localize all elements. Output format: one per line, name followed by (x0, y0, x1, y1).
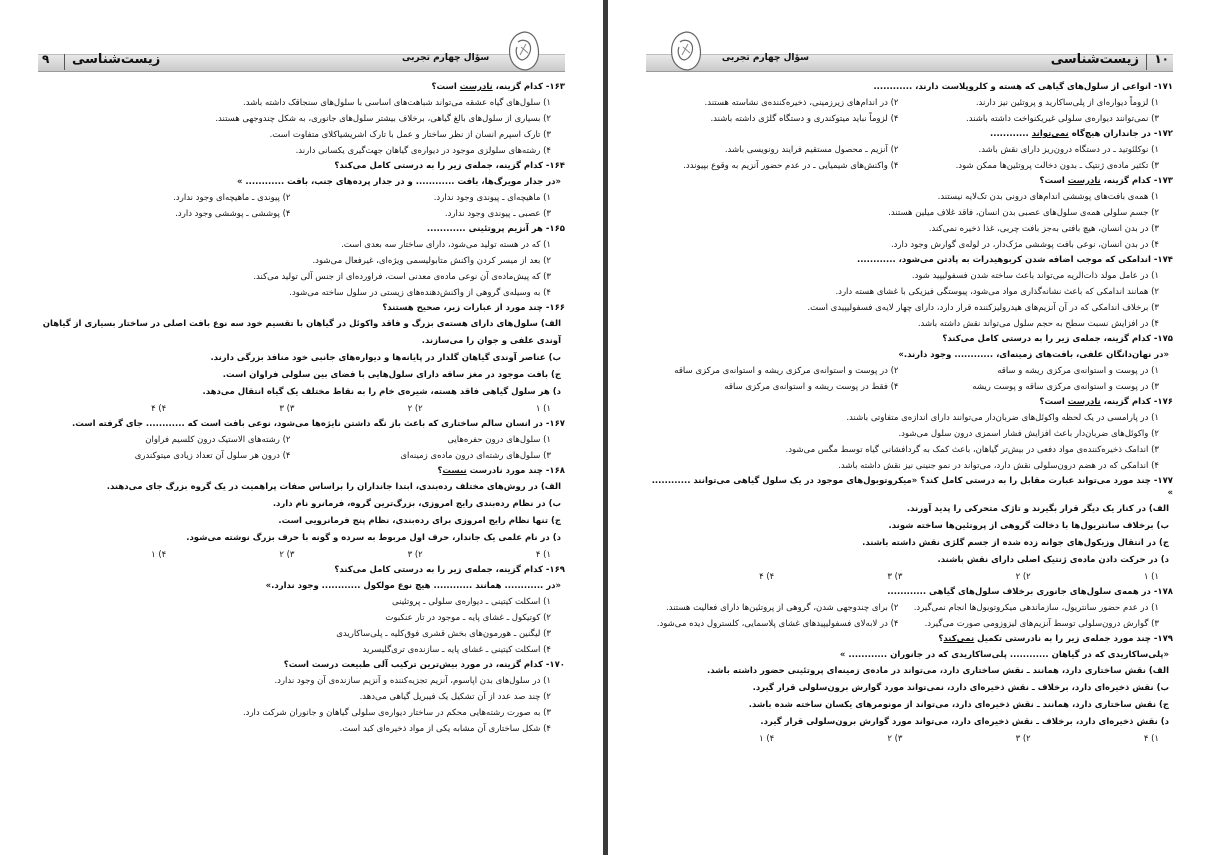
answer-option: ۳) اندامک ذخیره‌کننده‌ی مواد دفعی در بیش‌تر گیاهان، باعث کمک به گردافشانی گیاه توسط مگس می‌شود. (785, 445, 1159, 455)
statement: ب) نقش ذخیره‌ای دارد، برخلاف ـ نقش ذخیره‌ای دارد، نمی‌تواند مورد گوارش برون‌سلولی قرار گیرد. (752, 683, 1169, 693)
publisher-logo-icon (506, 30, 542, 72)
question-number: ۱۷۷ (1157, 476, 1173, 486)
statement: ب) عناصر آوندی گیاهان گلدار در پایانه‌ها و دیواره‌های جانبی خود منافذ بزرگی دارند. (210, 353, 561, 363)
answer-option: ۲) بعد از میسر کردن واکنش متابولیسمی ویژه‌ای، غیرفعال می‌شود. (312, 256, 551, 266)
question (646, 396, 1173, 474)
right-page (608, 0, 1211, 855)
answer-option: ۱) لزوماً دیواره‌ای از پلی‌ساکارید و پروتئین نیز دارند. (975, 98, 1159, 108)
answer-option: ۲) آنزیم ـ محصول مستقیم فرایند رونویسی باشد. (724, 145, 899, 155)
answer-option: ۲) چند صد عدد از آن تشکیل یک فیبریل گیاهی می‌دهد. (359, 692, 551, 702)
question-number: ۱۶۳ (549, 82, 565, 92)
left-page (0, 0, 603, 855)
question-number: ۱۷۶ (1157, 397, 1173, 407)
answer-option: ۱) که در هسته تولید می‌شود، دارای ساختار سه بعدی است. (341, 240, 551, 250)
answer-option: ۱) در عامل مولد ذات‌الریه می‌تواند باعث ساخته شدن فسفولیپید شود. (911, 271, 1159, 281)
question-text: کدام گزینه، (1100, 397, 1151, 407)
statement: ج) نقش ساختاری دارد، همانند ـ نقش ذخیره‌ای دارد، می‌تواند از مونومرهای یکسان ساخته شده باشد. (748, 700, 1169, 710)
statement: د) نقش ذخیره‌ای دارد، برخلاف ـ نقش ذخیره‌ای دارد، می‌تواند مورد گوارش برون‌سلولی قرار گیرد. (760, 717, 1169, 727)
question (646, 175, 1173, 253)
answer-option: ۲) در اندام‌های زیرزمینی، ذخیره‌کننده‌ی نشاسته هستند. (704, 98, 899, 108)
answer-option: ۳) گوارش درون‌سلولی توسط آنزیم‌های لیزوزومی صورت می‌گیرد. (924, 619, 1159, 629)
answer-option: ۴) پوششی ـ پوششی وجود دارد. (175, 209, 291, 219)
question-text-end: ............ (990, 129, 1032, 139)
question-number: ۱۶۷ (549, 419, 565, 429)
question-text-end: ؟ (938, 634, 944, 644)
statement: د) هر سلول گیاهی فاقد هسته، شیره‌ی خام را به نقاط مختلف یک گیاه انتقال می‌دهد. (202, 387, 561, 397)
answer-options (38, 401, 551, 417)
question-text: کدام گزینه، (1100, 176, 1151, 186)
statement: ج) در انتقال وزیکول‌های جوانه زده شده از جسم گلژی نقش داشته باشند. (862, 538, 1169, 548)
question-text: کدام گزینه، در مورد بیش‌ترین ترکیب آلی طبیعت درست است؟ (283, 660, 543, 670)
question-stem: ۱۷۹- چند مورد جمله‌ی زیر را به نادرستی تکمیل نمی‌کند؟ (938, 634, 1173, 644)
question-number: ۱۶۸ (549, 466, 565, 476)
answer-options (38, 547, 551, 563)
question-text: چند مورد نادرست (466, 466, 543, 476)
answer-option: ۳) تکثیر ماده‌ی ژنتیک ـ بدون دخالت پروتئین‌ها ممکن شود. (955, 161, 1159, 171)
question-stem: ۱۶۶- چند مورد از عبارات زیر، صحیح هستند؟ (382, 303, 565, 313)
series-title: سؤال چهارم تجربی (402, 53, 490, 63)
question (38, 302, 565, 417)
question-quote: «در جدار مویرگ‌ها، بافت ............ و در جدار پرده‌های جنب، بافت ............ » (236, 177, 561, 187)
answer-option: ۳) نمی‌توانند دیواره‌ی سلولی غیریکنواخت داشته باشند. (966, 114, 1159, 124)
answer-option: ۳) ۲ (279, 550, 295, 560)
answer-options (646, 569, 1159, 585)
header-separator (1146, 54, 1147, 70)
question-text: چند مورد از عبارات زیر، صحیح هستند؟ (382, 303, 543, 313)
question-number: ۱۷۹ (1157, 634, 1173, 644)
question-text: کدام گزینه، (492, 82, 543, 92)
page-header (38, 44, 565, 78)
answer-option: ۱) سلول‌های گیاه عشقه می‌تواند شباهت‌های اساسی با سلول‌های سنجاقک داشته باشد. (243, 98, 551, 108)
question-text: اندامکی که موجب اضافه شدن کربوهیدرات به پادتن می‌شود، ............ (856, 255, 1151, 265)
answer-option: ۴) به وسیله‌ی گروهی از واکنش‌دهنده‌های زیستی در سلول ساخته می‌شود. (289, 288, 551, 298)
answer-option: ۳) که پیش‌ماده‌ی آن نوعی ماده‌ی معدنی است، فراورده‌ای از جنس آلی تولید می‌کند. (253, 272, 551, 282)
statement: ج) تنها نظام رایج امروزی برای رده‌بندی، نظام پنج فرمانرویی است. (278, 516, 561, 526)
question-quote: «در نهان‌دانگان علفی، بافت‌های زمینه‌ای، ............ وجود دارند.» (898, 350, 1169, 360)
answer-option: ۲) رشته‌های الاستیک درون کلسیم فراوان (145, 435, 291, 445)
question-text-end: است؟ (431, 82, 460, 92)
answer-option: ۲) جسم سلولی همه‌ی سلول‌های عصبی بدن انسان، فاقد غلاف میلین هستند. (888, 208, 1159, 218)
answer-option: ۲) همانند اندامکی که باعث نشانه‌گذاری مواد می‌شود، پیوستگی فیزیکی با غشای هسته دارد. (835, 287, 1159, 297)
page-header (646, 44, 1173, 78)
question-stem: ۱۷۸- در همه‌ی سلول‌های جانوری برخلاف سلول‌های گیاهی ............ (887, 587, 1173, 597)
answer-option: ۱) نوکلئوتید ـ در دستگاه درون‌ریز دارای نقش باشد. (978, 145, 1159, 155)
answer-options (38, 237, 551, 301)
question-number: ۱۶۶ (549, 303, 565, 313)
question-number: ۱۷۴ (1157, 255, 1173, 265)
question-text: انواعی از سلول‌های گیاهی که هسته و کلروپلاست دارند، ............ (873, 82, 1151, 92)
answer-option: ۳) ۲ (887, 734, 903, 744)
answer-option: ۲) واکوئل‌های ضربان‌دار باعث افزایش فشار اسمزی درون سلول می‌شود. (898, 429, 1159, 439)
question-number: ۱۷۰ (549, 660, 565, 670)
question-number: ۱۷۳ (1157, 176, 1173, 186)
statement: الف) سلول‌های دارای هسته‌ی بزرگ و فاقد واکوئل در گیاهان با تقسیم خود سه نوع بافت اصلی در ساختار بسیاری از گیاهان آوندی علفی و جوان را می‌سازند. (42, 319, 561, 346)
question-emphasis: نمی‌تواند (1031, 129, 1069, 139)
answer-option: ۲) پیوندی ـ ماهیچه‌ای وجود ندارد. (173, 193, 291, 203)
question-stem: ۱۷۷- چند مورد می‌تواند عبارت مقابل را به درستی کامل کند؟ «میکروتوبول‌های موجود در یک سلول گیاهی می‌توانند ............ » (651, 476, 1173, 498)
question-emphasis: نادرست (459, 82, 493, 92)
question-number: ۱۶۴ (549, 161, 565, 171)
statement: ب) برخلاف سانتریول‌ها با دخالت گروهی از پروتئین‌ها ساخته شوند. (888, 521, 1169, 531)
question-text: کدام گزینه، جمله‌ی زیر را به درستی کامل می‌کند؟ (942, 334, 1151, 344)
question (646, 128, 1173, 174)
question-text-end: است؟ (1039, 176, 1068, 186)
question-stem: ۱۷۳- کدام گزینه، نادرست است؟ (1039, 176, 1173, 186)
question-number: ۱۶۹ (549, 565, 565, 575)
answer-option: ۲) در پوست و استوانه‌ی مرکزی ریشه و استوانه‌ی مرکزی ساقه (674, 366, 899, 376)
question-number: ۱۷۸ (1157, 587, 1173, 597)
question-stem: ۱۷۲- در جانداران هیچ‌گاه نمی‌تواند ............ (990, 129, 1173, 139)
answer-option: ۴) در بدن انسان، نوعی بافت پوششی مژک‌دار، در لوله‌ی گوارش وجود دارد. (890, 240, 1159, 250)
question (646, 81, 1173, 127)
question-stem: ۱۶۷- در انسان سالم ساختاری که باعث باز نگه داشتن نایژه‌ها می‌شود، نوعی بافت است که ............ جای گرفته است. (72, 419, 565, 429)
question-emphasis: نادرست (1067, 397, 1101, 407)
question (646, 633, 1173, 747)
answer-option: ۴) در افزایش نسبت سطح به حجم سلول می‌تواند نقش داشته باشد. (917, 319, 1159, 329)
answer-option: ۴) ۱ (151, 550, 167, 560)
answer-option: ۱) در سلول‌های بدن اپاسوم، آنزیم تجزیه‌کننده و آنزیم سازنده‌ی آن وجود ندارد. (274, 676, 551, 686)
publisher-logo-icon (668, 30, 704, 72)
question-emphasis: نادرست (1067, 176, 1101, 186)
answer-option: ۴) رشته‌های سلولزی موجود در دیواره‌ی گیاهان جهت‌گیری یکسانی دارند. (295, 146, 551, 156)
answer-option: ۱) ماهیچه‌ای ـ پیوندی وجود ندارد. (433, 193, 551, 203)
left-page-content (38, 80, 565, 845)
answer-option: ۴) در لابه‌لای فسفولیپیدهای غشای پلاسمایی، کلسترول دیده می‌شود. (656, 619, 899, 629)
question-number: ۱۷۱ (1157, 82, 1173, 92)
answer-option: ۳) برخلاف اندامکی که در آن آنزیم‌های هیدرولیزکننده قرار دارد، دارای چهار لایه‌ی فسفولیپیدی است. (807, 303, 1159, 313)
question-stem: ۱۷۶- کدام گزینه، نادرست است؟ (1039, 397, 1173, 407)
answer-option: ۱) در پارامسی در یک لحظه واکوئل‌های ضربان‌دار می‌توانند دارای اندازه‌ی متفاوتی باشند. (846, 413, 1159, 423)
answer-option: ۱) ۱ (535, 404, 551, 414)
question-stem: ۱۶۳- کدام گزینه، نادرست است؟ (431, 82, 565, 92)
statement: الف) نقش ساختاری دارد، همانند ـ نقش ساختاری دارد، می‌تواند در ماده‌ی زمینه‌ای پروتئینی حضور داشته باشد. (707, 666, 1169, 676)
question-text: در همه‌ی سلول‌های جانوری برخلاف سلول‌های گیاهی ............ (887, 587, 1151, 597)
subject-title: زیست‌شناسی (72, 52, 161, 67)
question-number: ۱۷۲ (1157, 129, 1173, 139)
question-stem: ۱۶۹- کدام گزینه، جمله‌ی زیر را به درستی کامل می‌کند؟ (334, 565, 565, 575)
answer-option: ۴) ۴ (151, 404, 167, 414)
question-quote: «در ............ همانند ............ هیچ نوع مولکول ............ وجود ندارد.» (265, 581, 561, 591)
answer-option: ۲) ۳ (1015, 734, 1031, 744)
answer-option: ۴) واکنش‌های شیمیایی ـ در عدم حضور آنزیم به وقوع بپیوندد. (683, 161, 899, 171)
answer-option: ۳) ۳ (887, 572, 903, 582)
answer-option: ۴) شکل ساختاری آن مشابه یکی از مواد ذخیره‌ای کبد است. (339, 724, 551, 734)
answer-option: ۳) در بدن انسان، هیچ بافتی به‌جز بافت چربی، غذا ذخیره نمی‌کند. (928, 224, 1159, 234)
answer-option: ۱) در پوست و استوانه‌ی مرکزی ریشه و ساقه (997, 366, 1159, 376)
statement: د) در حرکت دادن ماده‌ی ژنتیک اصلی دارای نقش باشند. (937, 555, 1169, 565)
question-emphasis: نیست (442, 466, 467, 476)
question-text: هر آنزیم پروتئینی ............ (426, 224, 543, 234)
right-page-content (646, 80, 1173, 845)
page-number: ۹ (42, 52, 50, 66)
answer-option: ۲) بسیاری از سلول‌های بالغ گیاهی، برخلاف بیشتر سلول‌های جانوری، به شکل چندوجهی هستند. (215, 114, 551, 124)
question (38, 659, 565, 737)
question-text: چند مورد می‌تواند عبارت مقابل را به درستی کامل کند؟ «میکروتوبول‌های موجود در یک سلول گیاهی می‌توانند ............ » (651, 476, 1173, 498)
answer-option: ۳) تارک اسپرم انسان از نظر ساختار و عمل با تارک اشریشیاکلای متفاوت است. (269, 130, 551, 140)
statement: ج) بافت موجود در مغز ساقه دارای سلول‌هایی با فضای بین سلولی فراوان است. (222, 370, 561, 380)
answer-option: ۳) به صورت رشته‌هایی محکم در ساختار دیواره‌ی سلولی گیاهان و جانوران شرکت دارد. (242, 708, 551, 718)
series-title: سؤال چهارم تجربی (721, 53, 809, 63)
question (38, 564, 565, 658)
answer-option: ۳) عصبی ـ پیوندی وجود ندارد. (444, 209, 551, 219)
question (38, 160, 565, 222)
question-stem: ۱۶۴- کدام گزینه، جمله‌ی زیر را به درستی کامل می‌کند؟ (334, 161, 565, 171)
question (646, 254, 1173, 332)
answer-option: ۴) لزوماً نباید میتوکندری و دستگاه گلژی داشته باشند. (710, 114, 899, 124)
question-stem: ۱۷۱- انواعی از سلول‌های گیاهی که هسته و کلروپلاست دارند، ............ (873, 82, 1173, 92)
answer-options (38, 190, 551, 222)
answer-option: ۲) ۲ (407, 404, 423, 414)
question-stem: ۱۷۴- اندامکی که موجب اضافه شدن کربوهیدرات به پادتن می‌شود، ............ (856, 255, 1173, 265)
answer-option: ۲) کوتیکول ـ غشای پایه ـ موجود در تار عنکبوت (385, 613, 551, 623)
answer-options (646, 189, 1159, 253)
statement: الف) در کنار یک دیگر قرار بگیرند و تاژک متحرکی را پدید آورند. (906, 504, 1169, 514)
answer-option: ۱) ۴ (1143, 734, 1159, 744)
answer-options (38, 432, 551, 464)
statement: ب) در نظام رده‌بندی رایج امروزی، بزرگ‌ترین گروه، فرمانرو نام دارد. (272, 499, 561, 509)
question (38, 465, 565, 563)
question-emphasis: نمی‌کند (943, 634, 975, 644)
question-text-end: ؟ (437, 466, 443, 476)
answer-option: ۱) ۱ (1143, 572, 1159, 582)
question (38, 418, 565, 464)
answer-option: ۳) ۳ (279, 404, 295, 414)
question-stem: ۱۶۵- هر آنزیم پروتئینی ............ (426, 224, 565, 234)
question (38, 223, 565, 301)
question-text-end: است؟ (1039, 397, 1068, 407)
answer-option: ۴) فقط در پوست ریشه و استوانه‌ی مرکزی ساقه (724, 382, 899, 392)
answer-options (38, 95, 551, 159)
answer-option: ۲) ۲ (1015, 572, 1031, 582)
answer-option: ۲) برای چندوجهی شدن، گروهی از پروتئین‌ها دارای فعالیت هستند. (666, 603, 899, 613)
statement: د) در نام علمی یک جاندار، حرف اول مربوط به سرده و گونه با حرف بزرگ نوشته می‌شود. (186, 533, 561, 543)
answer-option: ۴) ۴ (759, 572, 775, 582)
answer-options (38, 594, 551, 658)
answer-option: ۱) سلول‌های درون حفره‌هایی (447, 435, 551, 445)
answer-option: ۳) سلول‌های رشته‌ای درون ماده‌ی زمینه‌ای (400, 451, 551, 461)
answer-options (646, 268, 1159, 332)
question-text: در جانداران هیچ‌گاه (1068, 129, 1151, 139)
answer-options (646, 731, 1159, 747)
question-text: کدام گزینه، جمله‌ی زیر را به درستی کامل می‌کند؟ (334, 161, 543, 171)
question-text: در انسان سالم ساختاری که باعث باز نگه داشتن نایژه‌ها می‌شود، نوعی بافت است که ............ جای گرفته است. (72, 419, 543, 429)
answer-option: ۱) در عدم حضور سانتریول، سازماندهی میکروتوبول‌ها انجام نمی‌گیرد. (913, 603, 1159, 613)
header-separator (64, 54, 65, 70)
page-number: ۱۰ (1154, 52, 1169, 66)
answer-options (646, 363, 1159, 395)
question-stem: ۱۷۰- کدام گزینه، در مورد بیش‌ترین ترکیب آلی طبیعت درست است؟ (283, 660, 565, 670)
question (646, 475, 1173, 585)
answer-options (38, 673, 551, 737)
answer-option: ۱) اسکلت کیتینی ـ دیواره‌ی سلولی ـ پروتئینی (392, 597, 551, 607)
answer-option: ۳) در پوست و استوانه‌ی مرکزی ساقه و پوست ریشه (972, 382, 1159, 392)
question-quote: «پلی‌ساکاریدی که در گیاهان ............ پلی‌ساکاریدی که در جانوران ............ » (839, 650, 1169, 660)
answer-option: ۴) ۱ (759, 734, 775, 744)
question-stem: ۱۷۵- کدام گزینه، جمله‌ی زیر را به درستی کامل می‌کند؟ (942, 334, 1173, 344)
answer-option: ۲) ۳ (407, 550, 423, 560)
answer-options (646, 95, 1159, 127)
question (38, 81, 565, 159)
question-number: ۱۷۵ (1157, 334, 1173, 344)
answer-option: ۳) لیگنین ـ هورمون‌های بخش قشری فوق‌کلیه ـ پلی‌ساکاریدی (336, 629, 551, 639)
question (646, 333, 1173, 395)
answer-option: ۴) اندامکی که در هضم درون‌سلولی نقش دارد، می‌تواند در نمو جنینی نیز نقش داشته باشد. (838, 461, 1159, 471)
answer-option: ۱) همه‌ی بافت‌های پوششی اندام‌های درونی بدن تک‌لایه نیستند. (937, 192, 1159, 202)
statement: الف) در روش‌های مختلف رده‌بندی، ابتدا جانداران را براساس صفات پراهمیت در یک گروه بزرگ جای می‌دهند. (106, 482, 561, 492)
question-text: چند مورد جمله‌ی زیر را به نادرستی تکمیل (974, 634, 1151, 644)
answer-option: ۴) درون هر سلول آن تعداد زیادی میتوکندری (134, 451, 291, 461)
answer-option: ۴) اسکلت کیتینی ـ غشای پایه ـ سازنده‌ی تری‌گلیسرید (362, 645, 551, 655)
answer-options (646, 142, 1159, 174)
answer-option: ۱) ۴ (535, 550, 551, 560)
answer-options (646, 410, 1159, 474)
answer-options (646, 600, 1159, 632)
question (646, 586, 1173, 632)
question-text: کدام گزینه، جمله‌ی زیر را به درستی کامل می‌کند؟ (334, 565, 543, 575)
subject-title: زیست‌شناسی (1050, 52, 1139, 67)
question-stem: ۱۶۸- چند مورد نادرست نیست؟ (437, 466, 565, 476)
question-number: ۱۶۵ (549, 224, 565, 234)
